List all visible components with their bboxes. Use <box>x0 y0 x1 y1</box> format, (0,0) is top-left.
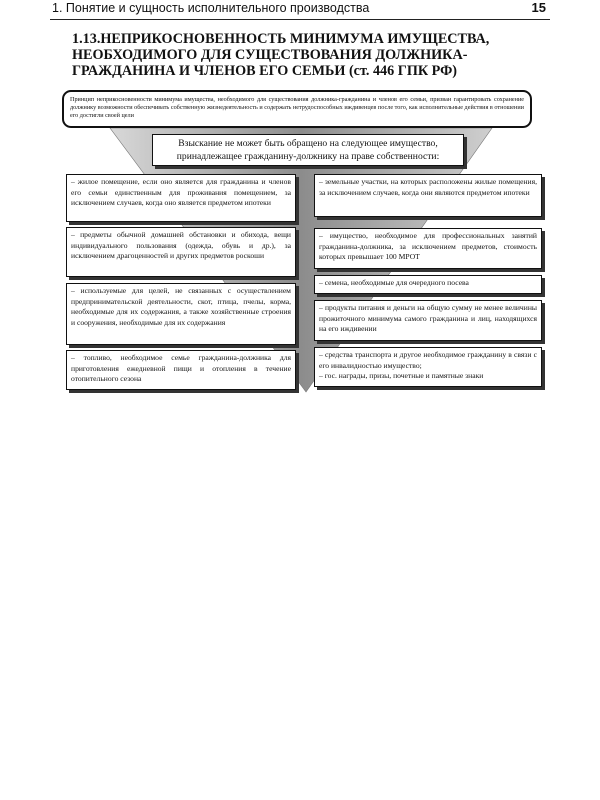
center-caption-line-1: Взыскание не может быть обращено на следующее имущество, <box>178 138 438 149</box>
page-number: 15 <box>531 0 546 15</box>
right-item-transport-awards: – средства транспорта и другое необходимое гражданину в связи с его инвалидностью имущество; – гос. награды, призы, почетные и памятные знаки <box>314 347 542 387</box>
left-item-fuel: – топливо, необходимое семье гражданина-должника для приготовления ежедневной пищи и отопления в течение отопительного сезона <box>66 350 296 390</box>
center-caption-line-2: принадлежащее гражданину-должнику на праве собственности: <box>176 151 440 162</box>
center-caption <box>152 134 464 166</box>
principle-box: Принцип неприкосновенности минимума имущества, необходимого для существования должника-гражданина и членов его семьи, призван гарантировать сохранение должнику возможности обеспечивать собственную жизнедеятельность и содержать нетрудоспособных иждивенцев после того, как исполнительные действия в отношении его достигли своей цели <box>62 90 532 128</box>
left-item-livestock: – используемые для целей, не связанных с осуществлением предпринимательской деятельности, скот, птица, пчелы, корма, необходимые для их содержания, а также хозяйственные строения и сооружения, необходимые для их содержания <box>66 283 296 345</box>
title-line-3: ГРАЖДАНИНА И ЧЛЕНОВ ЕГО СЕМЬИ (ст. 446 ГПК РФ) <box>72 63 458 79</box>
title-line-2: НЕОБХОДИМОГО ДЛЯ СУЩЕСТВОВАНИЯ ДОЛЖНИКА- <box>72 47 468 63</box>
title-line-1: 1.13.НЕПРИКОСНОВЕННОСТЬ МИНИМУМА ИМУЩЕСТВА, <box>72 31 490 47</box>
right-item-food-money: – продукты питания и деньги на общую сумму не менее величины прожиточного минимума самого гражданина и лиц, находящихся на его иждивении <box>314 300 542 341</box>
section-title: 1. Понятие и сущность исполнительного производства <box>52 1 370 15</box>
right-item-seeds: – семена, необходимые для очередного посева <box>314 275 542 294</box>
right-item-land: – земельные участки, на которых расположены жилые помещения, за исключением случаев, когда они являются предметом ипотеки <box>314 174 542 217</box>
left-item-housing: – жилое помещение, если оно является для гражданина и членов его семьи единственным для проживания помещением, за исключением случаев, когда оно является предметом ипотеки <box>66 174 296 222</box>
left-item-household-goods: – предметы обычной домашней обстановки и обихода, вещи индивидуального пользования (одежда, обувь и др.), за исключением драгоценностей и других предметов роскоши <box>66 227 296 277</box>
right-item-professional-property: – имущество, необходимое для профессиональных занятий гражданина-должника, за исключением предметов, стоимость которых превышает 100 МРОТ <box>314 228 542 269</box>
